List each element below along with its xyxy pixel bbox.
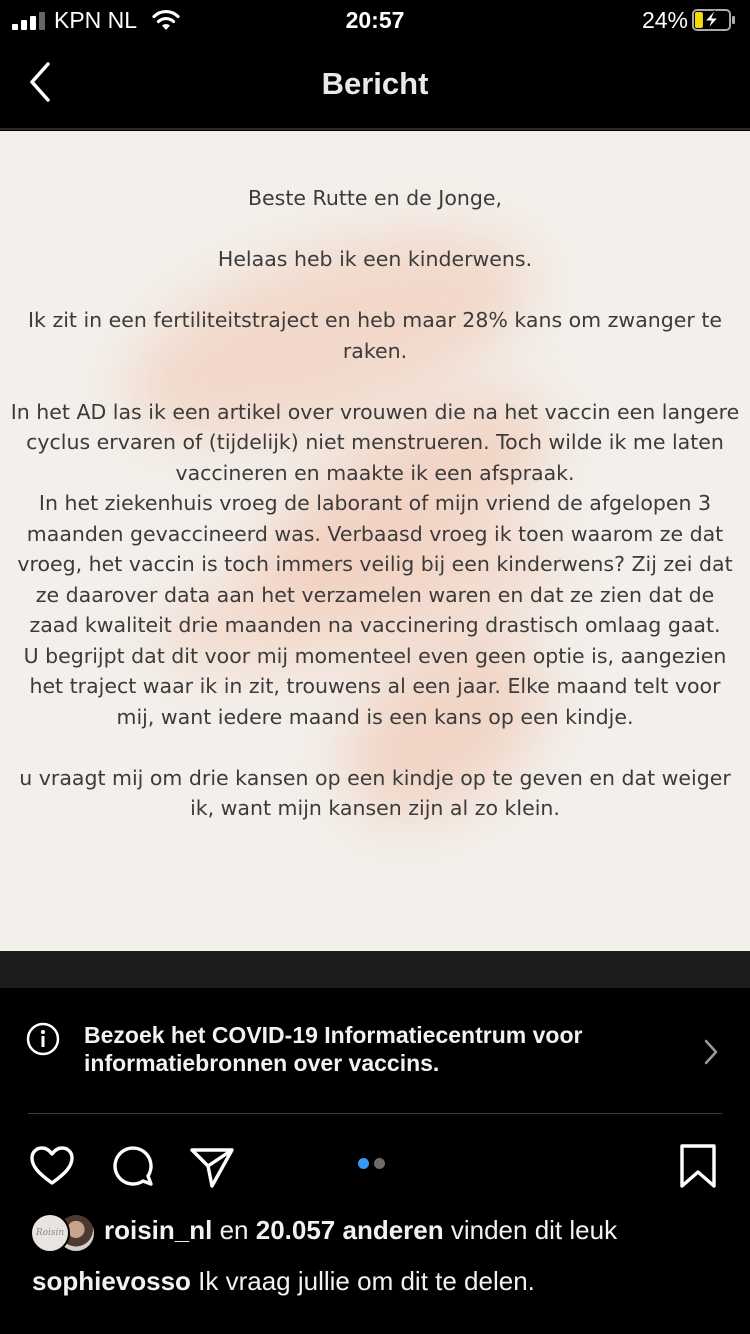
carousel-indicator	[358, 1158, 398, 1170]
chevron-right-icon	[702, 1038, 720, 1066]
letter-paragraph: In het AD las ik een artikel over vrouwen die na het vaccin een langere cyclus ervaren of (tijdelijk) niet menstrueren. Toch wilde ik me laten vaccineren en maakte ik een afspraak.	[10, 399, 740, 485]
likes-text	[104, 1215, 617, 1246]
post-caption	[32, 1266, 535, 1297]
comment-icon[interactable]	[108, 1142, 156, 1190]
status-bar	[0, 0, 750, 40]
post-bottom-band	[0, 951, 750, 988]
likes-row[interactable]	[0, 1211, 750, 1255]
battery-charging-icon	[692, 9, 736, 31]
nav-divider	[0, 128, 750, 130]
heart-icon[interactable]	[28, 1142, 76, 1190]
divider	[28, 1113, 722, 1114]
letter-paragraph: U begrijpt dat dit voor mij momenteel even geen optie is, aangezien het traject waar ik in zit, trouwens al een jaar. Elke maand telt voor mij, want iedere maand is een kans op een kindje.	[23, 643, 727, 729]
letter-text	[10, 183, 740, 854]
info-icon	[26, 1022, 60, 1056]
likes-suffix: vinden dit leuk	[443, 1215, 618, 1245]
letter-paragraph: In het ziekenhuis vroeg de laborant of mijn vriend de afgelopen 3 maanden gevaccineerd was. Verbaasd vroeg ik toen waarom ze dat vroeg, het vaccin is toch immers veilig bij een kinderwens? Zij zei dat ze daarover data aan het verzamelen waren en dat ze zien dat de zaad kwaliteit drie maanden na vaccinering drastisch omlaag gaat.	[17, 491, 733, 637]
caption-text: Ik vraag jullie om dit te delen.	[190, 1266, 535, 1296]
letter-salutation: Beste Rutte en de Jonge,	[247, 186, 503, 210]
carrier-name: KPN NL	[54, 7, 138, 33]
caption-username[interactable]: sophievosso	[32, 1266, 191, 1296]
battery-percent: 24%	[641, 7, 688, 33]
page-title: Bericht	[321, 66, 429, 101]
bookmark-icon[interactable]	[674, 1142, 722, 1190]
avatar-logo: Roisin	[35, 1228, 65, 1238]
carousel-dot	[374, 1158, 385, 1169]
covid-info-text: Bezoek het COVID-19 Informatiecentrum voor informatiebronnen over vaccins.	[84, 1022, 583, 1076]
clock: 20:57	[345, 7, 405, 33]
letter-paragraph: Helaas heb ik een kinderwens.	[217, 247, 533, 271]
letter-paragraph: u vraagt mij om drie kansen op een kindje op te geven en dat weiger ik, want mijn kansen zijn al zo klein.	[19, 765, 731, 820]
navigation-bar	[0, 40, 750, 128]
likes-count-link[interactable]: 20.057 anderen	[255, 1215, 444, 1245]
covid-info-banner[interactable]	[0, 988, 750, 1114]
carousel-dot	[358, 1158, 369, 1169]
letter-paragraph: Ik zit in een fertiliteitstraject en heb maar 28% kans om zwanger te raken.	[28, 308, 722, 363]
post-image[interactable]	[0, 131, 750, 951]
post-actions	[0, 1136, 750, 1196]
liker-username[interactable]: roisin_nl	[104, 1215, 213, 1245]
send-icon[interactable]	[188, 1142, 236, 1190]
avatar[interactable]	[30, 1213, 70, 1253]
likes-connector: en	[212, 1215, 256, 1245]
